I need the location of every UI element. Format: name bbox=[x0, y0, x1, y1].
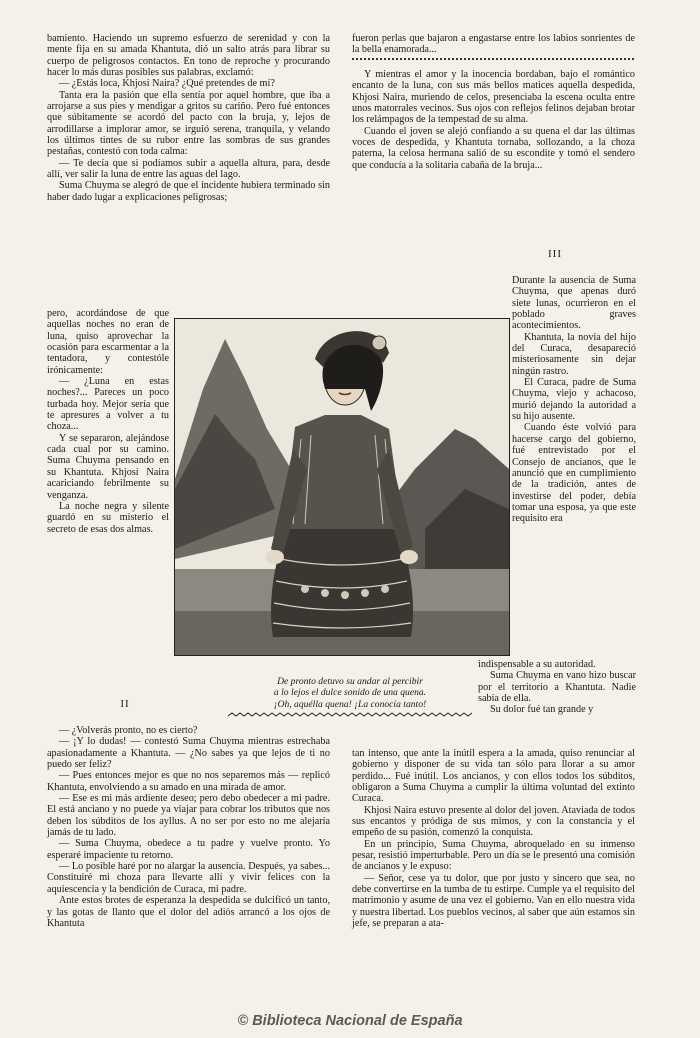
paragraph: indispensable a su autoridad. bbox=[478, 659, 596, 670]
paragraph: bamiento. Haciendo un supremo esfuerzo de serenidad y con la mente fija en su amada Khantuta, dió un salto atrás para librar su cuerpo de peligrosos contactos. En tono de reproche y procurando hacer lo más duras posibles sus palabras, exclamó: bbox=[47, 33, 330, 79]
paragraph: — ¿Estás loca, Khjosi Naira? ¿Qué pretendes de mí? bbox=[59, 78, 275, 90]
section-heading-ii: II bbox=[120, 698, 130, 710]
paragraph: Durante la ausencia de Suma Chuyma, que apenas duró siete lunas, ocurrieron en el poblado graves acontecimientos. bbox=[512, 275, 636, 332]
paragraph: — ¿Volverás pronto, no es cierto? bbox=[59, 725, 198, 736]
right-column-under-image bbox=[478, 659, 636, 716]
paragraph: La noche negra y silente guardó en su misterio el secreto de esas dos almas. bbox=[47, 500, 169, 535]
caption-line: De pronto detuvo su andar al percibir bbox=[277, 676, 423, 687]
right-column-bottom bbox=[352, 748, 635, 930]
paragraph: tan intenso, que ante la inútil espera a la amada, quiso renunciar al gobierno y disponer de su vida tan sólo para llorar a su amor perdido... Fué inútil. Los ancianos, y con ellos todos los súbditos, obligaron a Suma Chuyma a cumplir la última voluntad del extinto Curaca. bbox=[352, 748, 635, 805]
footer-copyright: © Biblioteca Nacional de España bbox=[237, 1013, 463, 1029]
caption-line: a lo lejos el dulce sonido de una quena. bbox=[273, 687, 427, 699]
paragraph: Cuando éste volvió para hacerse cargo del gobierno, fué entrevistado por el Consejo de ancianos, que le anunció que en cumplimiento de la tradición, antes de investirse del poder, debía tomar una esposa, ya que este requisito era bbox=[512, 422, 636, 525]
section-divider-dots bbox=[352, 58, 634, 60]
caption-line: ¡Oh, aquélla quena! ¡La conocía tanto! bbox=[273, 698, 427, 710]
paragraph: El Curaca, padre de Suma Chuyma, viejo y achacoso, murió dejando la autoridad a su hijo ausente. bbox=[512, 377, 636, 423]
illustration-woman-with-quena-mountains bbox=[174, 318, 510, 656]
right-column-narrow bbox=[512, 275, 636, 525]
paragraph: Cuando el joven se alejó confiando a su quena el dar las últimas voces de despedida, y Khantuta tornaba, sollozando, a la choza paterna, la celosa hermana salió de su escondite y tomó el sendero que conducía a la solitaria cabaña de la bruja... bbox=[352, 125, 635, 171]
paragraph: — Te decía que si podíamos subir a aquella altura, para, desde allí, ver salir la luna de entre las aguas del lago. bbox=[47, 157, 330, 181]
paragraph: — Ese es mi más ardiente deseo; pero debo obedecer a mi padre. El está anciano y no puede ya viajar para cobrar los tributos que nos deben los súbditos de los ayllus. A no ser por esto no me alejaría jamás de tu lado. bbox=[47, 793, 330, 839]
right-column-top bbox=[352, 33, 635, 56]
paragraph: Su dolor fué tan grande y bbox=[490, 704, 594, 716]
paragraph: Y se separaron, alejándose cada cual por su camino. Suma Chuyma pensando en su Khantuta. Khjosi Naira acariciando febrilmente su venganza. bbox=[47, 432, 169, 501]
section-heading-iii: III bbox=[548, 248, 562, 260]
paragraph: — ¿Luna en estas noches?... Pareces un poco turbada hoy. Mejor sería que te apresures a volver a tu choza... bbox=[47, 376, 169, 433]
paragraph: — Señor, cese ya tu dolor, que por justo y sincero que sea, no debe convertirse en la tumba de tu estirpe. Cumple ya el requisito del matrimonio y asume de una vez el gobierno. Van en ello nuestra vida y nuestra libertad. Los pueblos vecinos, al saber que aún estamos sin jefe, se preparan a ata- bbox=[352, 872, 635, 930]
caption-zigzag-rule bbox=[228, 712, 472, 717]
paragraph: — ¡Y lo dudas! — contestó Suma Chuyma mientras estrechaba apasionadamente a Khantuta. — ¿No sabes ya que lejos de ti no puedo ser feliz? bbox=[47, 736, 330, 771]
right-column-mid bbox=[352, 69, 635, 171]
left-column-narrow bbox=[47, 308, 169, 535]
paragraph: Khjosi Naira estuvo presente al dolor del joven. Ataviada de todos sus encantos y pródiga de sus mimos, y con la constancia y el empeño de su pasión, comenzó la conquista. bbox=[352, 804, 635, 839]
paragraph: En un principio, Suma Chuyma, abroquelado en su inmenso pesar, resistió imperturbable. Pero un día se le presentó una comisión de ancianos y le expuso: bbox=[352, 838, 635, 873]
paragraph: Y mientras el amor y la inocencia bordaban, bajo el romántico encanto de la luna, con sus más bellos matices aquella despedida, Khjosi Naira, muriendo de celos, presenciaba la escena oculta entre unos matorrales vecinos. Sus ojos con reflejos felinos dejaban brotar los relámpagos de la tempestad de su alma. bbox=[352, 69, 635, 126]
paragraph: fueron perlas que bajaron a engastarse entre los labios sonrientes de la bella enamorada... bbox=[352, 33, 635, 56]
paragraph: Suma Chuyma se alegró de que el incidente hubiera terminado sin haber dado lugar a explicaciones peligrosas; bbox=[47, 180, 330, 203]
illustration-drawing bbox=[175, 319, 509, 655]
paragraph: Suma Chuyma en vano hizo buscar por el territorio a Khantuta. Nadie sabía de ella. bbox=[478, 670, 636, 705]
paragraph: Ante estos brotes de esperanza la despedida se dulcificó un tanto, y las gotas de llanto que el dolor del adiós arrancó a los ojos de Khantuta bbox=[47, 895, 330, 929]
left-column-top bbox=[47, 33, 330, 203]
paragraph: Tanta era la pasión que ella sentía por aquel hombre, que iba a arrojarse a sus pies y mendigar a gritos su cariño. Pero fué entonces que súbitamente se acordó del pacto con la bruja, y, lejos de arrodillarse a implorar amor, se irguió serena, tranquila, y velando los últimos tintes de su rubor entre las sombras de sus grandes pestañas, contestó con toda calma: bbox=[47, 89, 330, 158]
paragraph: — Pues entonces mejor es que no nos separemos más — replicó Khantuta, envolviendo a su amado en una mirada de amor. bbox=[47, 770, 330, 793]
paragraph: pero, acordándose de que aquellas noches no eran de luna, quiso aprovechar la ocasión para escarmentar a la tentadora, y contestóle irónicamente: bbox=[47, 308, 169, 376]
paragraph: Khantuta, la novia del hijo del Curaca, desapareció misteriosamente sin dejar ningún rastro. bbox=[512, 331, 636, 377]
paragraph: — Lo posible haré por no alargar la ausencia. Después, ya sabes... Constituiré mi choza para llevarte allí y vivir felices con la aquiescencia y la bendición de Curaca, mi padre. bbox=[47, 861, 330, 895]
illustration-caption bbox=[225, 676, 475, 710]
paragraph: — Suma Chuyma, obedece a tu padre y vuelve pronto. Yo esperaré impaciente tu retorno. bbox=[47, 838, 330, 861]
left-column-bottom bbox=[47, 725, 330, 929]
